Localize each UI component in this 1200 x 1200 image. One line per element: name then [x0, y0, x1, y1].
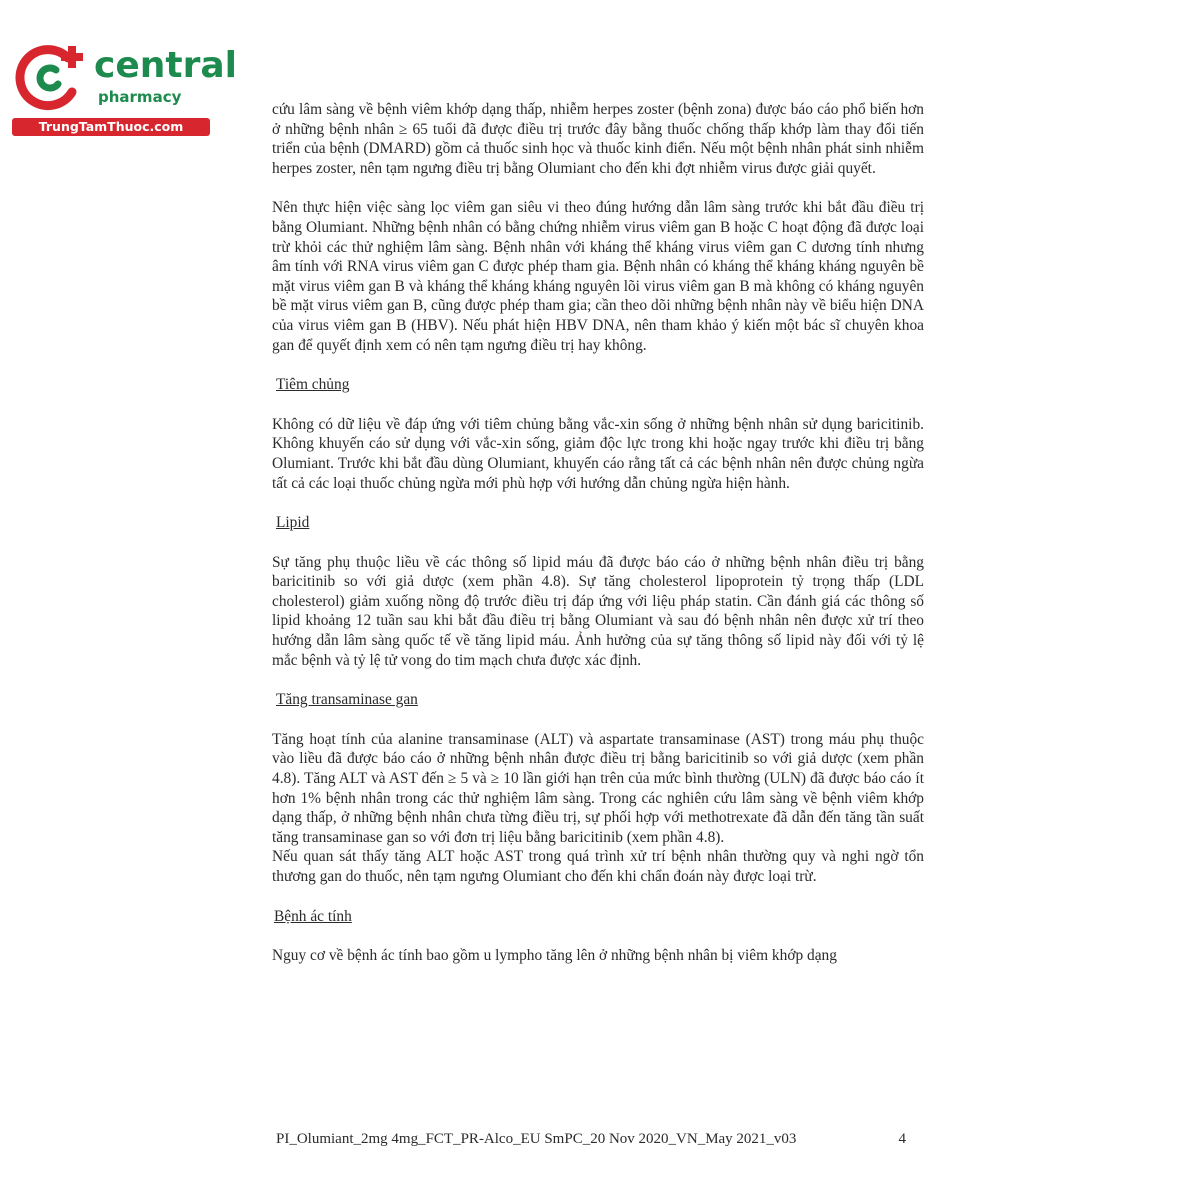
paragraph-herpes-zoster: cứu lâm sàng về bệnh viêm khớp dạng thấp, nhiễm herpes zoster (bệnh zona) được báo cáo phổ biến hơn ở những bệnh nhân ≥ 65 tuổi đã được điều trị trước đây bằng thuốc chống thấp khớp làm thay đổi tiến triển của bệnh (DMARD) gồm cả thuốc sinh học và thuốc kinh điển. Nếu một bệnh nhân phát sinh nhiễm herpes zoster, nên tạm ngưng điều trị bằng Olumiant cho đến khi đợt nhiễm virus được giải quyết. — [272, 101, 924, 177]
pharmacy-logo — [8, 36, 237, 136]
document-body — [272, 100, 924, 966]
logo-website: TrungTamThuoc.com — [12, 118, 210, 136]
heading-transaminase: Tăng transaminase gan — [276, 691, 418, 709]
heading-malignancy: Bệnh ác tính — [274, 907, 352, 925]
paragraph-malignancy: Nguy cơ về bệnh ác tính bao gồm u lympho tăng lên ở những bệnh nhân bị viêm khớp dạng — [272, 947, 837, 965]
logo-name: central — [94, 45, 237, 86]
footer-filename: PI_Olumiant_2mg 4mg_FCT_PR-Alco_EU SmPC_20 Nov 2020_VN_May 2021_v03 — [276, 1131, 797, 1147]
logo-subname: pharmacy — [98, 88, 182, 106]
paragraph-hepatitis-screening: Nên thực hiện việc sàng lọc viêm gan siêu vi theo đúng hướng dẫn lâm sàng trước khi bắt đầu điều trị bằng Olumiant. Những bệnh nhân có bằng chứng nhiễm virus viêm gan B hoặc C hoạt động đã được loại trừ khỏi các thử nghiệm lâm sàng. Bệnh nhân với kháng thể kháng virus viêm gan C dương tính nhưng âm tính với RNA virus viêm gan C được phép tham gia. Bệnh nhân có kháng thể kháng kháng nguyên bề mặt virus viêm gan B và kháng thể kháng kháng nguyên lõi virus viêm gan B mà không có kháng nguyên bề mặt virus viêm gan B, cũng được phép tham gia; cần theo dõi những bệnh nhân này về biểu hiện DNA của virus viêm gan B (HBV). Nếu phát hiện HBV DNA, nên tham khảo ý kiến một bác sĩ chuyên khoa gan để quyết định xem có nên tạm ngưng điều trị hay không. — [272, 199, 924, 354]
heading-vaccination: Tiêm chủng — [276, 376, 350, 394]
paragraph-vaccination: Không có dữ liệu về đáp ứng với tiêm chủng bằng vắc-xin sống ở những bệnh nhân sử dụng baricitinib. Không khuyến cáo sử dụng với vắc-xin sống, giảm độc lực trong khi hoặc ngay trước khi điều trị bằng Olumiant. Trước khi bắt đầu dùng Olumiant, khuyến cáo rằng tất cả các bệnh nhân nên được chủng ngừa tất cả các loại thuốc chủng ngừa mới phù hợp với hướng dẫn chủng ngừa hiện hành. — [272, 415, 924, 492]
page-footer — [276, 1129, 906, 1149]
paragraph-transaminase: Tăng hoạt tính của alanine transaminase (ALT) và aspartate transaminase (AST) trong máu phụ thuộc vào liều đã được báo cáo ở những bệnh nhân được điều trị bằng baricitinib so với giả dược (xem phần 4.8). Tăng ALT và AST đến ≥ 5 và ≥ 10 lần giới hạn trên của mức bình thường (ULN) đã được báo cáo ít hơn 1% bệnh nhân trong các thử nghiệm lâm sàng. Trong các nghiên cứu lâm sàng về bệnh viêm khớp dạng thấp, ở những bệnh nhân chưa từng điều trị, sự phối hợp với methotrexate đã dẫn đến tăng tần suất tăng transaminase gan so với đơn trị liệu bằng baricitinib (xem phần 4.8). — [272, 730, 924, 846]
paragraph-transaminase-followup: Nếu quan sát thấy tăng ALT hoặc AST trong quá trình xử trí bệnh nhân thường quy và nghi ngờ tổn thương gan do thuốc, nên tạm ngưng Olumiant cho đến khi chẩn đoán này được loại trừ. — [272, 848, 924, 885]
pharmacy-logo-icon — [12, 40, 86, 112]
paragraph-lipid: Sự tăng phụ thuộc liều về các thông số lipid máu đã được báo cáo ở những bệnh nhân điều trị bằng baricitinib so với giả dược (xem phần 4.8). Sự tăng cholesterol lipoprotein tỷ trọng thấp (LDL cholesterol) giảm xuống nồng độ trước điều trị đáp ứng với liệu pháp statin. Cần đánh giá các thông số lipid khoảng 12 tuần sau khi bắt đầu điều trị bằng Olumiant và sau đó bệnh nhân nên được xử trí theo hướng dẫn lâm sàng quốc tế về tăng lipid máu. Ảnh hưởng của sự tăng thông số lipid này đối với tỷ lệ mắc bệnh và tỷ lệ tử vong do tim mạch chưa được xác định. — [272, 553, 924, 669]
heading-lipid: Lipid — [276, 514, 310, 532]
page-number: 4 — [898, 1131, 906, 1147]
